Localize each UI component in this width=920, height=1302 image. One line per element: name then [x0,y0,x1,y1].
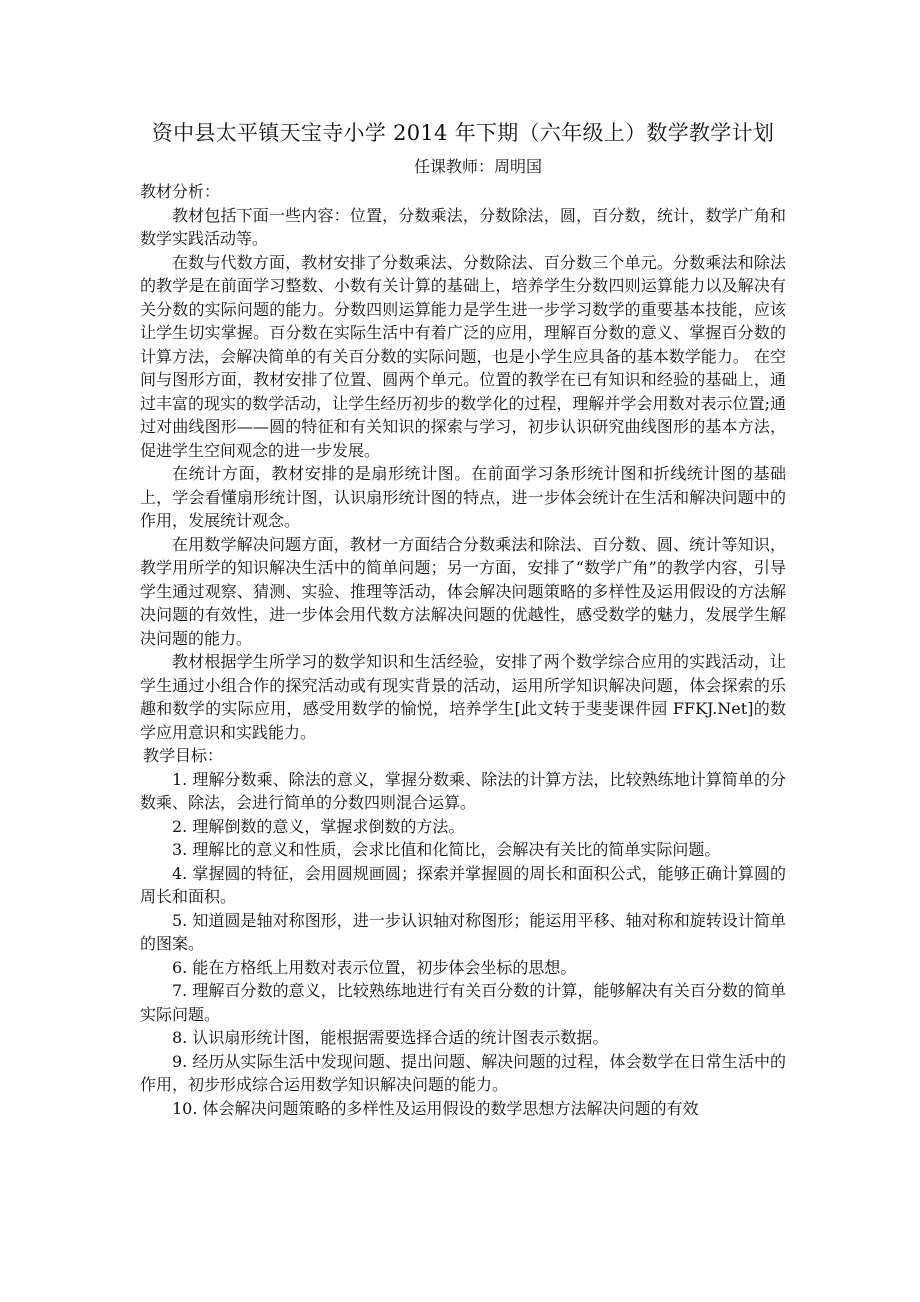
goal-item: 10. 体会解决问题策略的多样性及运用假设的数学思想方法解决问题的有效 [172,1098,699,1118]
goal-item: 4. 掌握圆的特征，会用圆规画圆；探索并掌握圆的周长和面积公式，能够正确计算圆的周长和面积。 [140,863,786,906]
goal-item: 5. 知道圆是轴对称图形，进一步认识轴对称图形；能运用平移、轴对称和旋转设计简单的图案。 [140,910,786,953]
analysis-paragraph: 在数与代数方面，教材安排了分数乘法、分数除法、百分数三个单元。分数乘法和除法的教学是在前面学习整数、小数有关计算的基础上，培养学生分数四则运算能力以及解决有关分数的实际问题的能力。分数四则运算能力是学生进一步学习数学的重要基本技能，应该让学生切实掌握。百分数在实际生活中有着广泛的应用，理解百分数的意义、掌握百分数的计算方法，会解决简单的有关百分数的实际问题，也是小学生应具备的基本数学能力。 在空间与图形方面，教材安排了位置、圆两个单元。位置的教学在已有知识和经验的基础上，通过丰富的现实的数学活动，让学生经历初步的数学化的过程，理解并学会用数对表示位置;通过对曲线图形——圆的特征和有关知识的探索与学习，初步认识研究曲线图形的基本方法，促进学生空间观念的进一步发展。 [140,252,786,460]
goal-item: 8. 认识扇形统计图，能根据需要选择合适的统计图表示数据。 [172,1028,609,1047]
analysis-paragraph: 在统计方面，教材安排的是扇形统计图。在前面学习条形统计图和折线统计图的基础上，学会看懂扇形统计图，认识扇形统计图的特点，进一步体会统计在生活和解决问题中的作用，发展统计观念。 [140,464,786,530]
goal-item: 3. 理解比的意义和性质，会求比值和化简比，会解决有关比的简单实际问题。 [172,840,721,859]
analysis-paragraph: 教材包括下面一些内容：位置，分数乘法，分数除法，圆，百分数，统计，数学广角和数学实践活动等。 [140,205,786,248]
analysis-paragraph: 在用数学解决问题方面，教材一方面结合分数乘法和除法、百分数、圆、统计等知识，教学用所学的知识解决生活中的简单问题；另一方面，安排了“数学广角”的教学内容，引导学生通过观察、猜测、实验、推理等活动，体会解决问题策略的多样性及运用假设的方法解决问题的有效性，进一步体会用代数方法解决问题的优越性，感受数学的魅力，发展学生解决问题的能力。 [140,534,786,648]
analysis-section [140,180,786,744]
goals-heading: 教学目标： [143,746,224,765]
goal-item: 9. 经历从实际生活中发现问题、提出问题、解决问题的过程，体会数学在日常生活中的作用，初步形成综合运用数学知识解决问题的能力。 [140,1051,786,1094]
goals-section [140,744,786,1120]
document-title: 资中县太平镇天宝寺小学 2014 年下期（六年级上）数学教学计划 [151,121,775,145]
analysis-paragraph: 教材根据学生所学习的数学知识和生活经验，安排了两个数学综合应用的实践活动，让学生通过小组合作的探究活动或有现实背景的活动，运用所学知识解决问题，体会探索的乐趣和数学的实际应用，感受用数学的愉悦，培养学生[此文转于斐斐课件园 FFKJ.Net]的数学应用意识和实践能力。 [140,652,786,742]
teacher-line: 任课教师：周明国 [413,157,542,176]
goal-item: 7. 理解百分数的意义，比较熟练地进行有关百分数的计算，能够解决有关百分数的简单实际问题。 [140,981,786,1024]
analysis-heading: 教材分析： [140,182,221,201]
goal-item: 1. 理解分数乘、除法的意义，掌握分数乘、除法的计算方法，比较熟练地计算简单的分数乘、除法，会进行简单的分数四则混合运算。 [140,769,786,812]
goal-item: 6. 能在方格纸上用数对表示位置，初步体会坐标的思想。 [172,957,577,977]
goal-item: 2. 理解倒数的意义，掌握求倒数的方法。 [172,816,465,836]
